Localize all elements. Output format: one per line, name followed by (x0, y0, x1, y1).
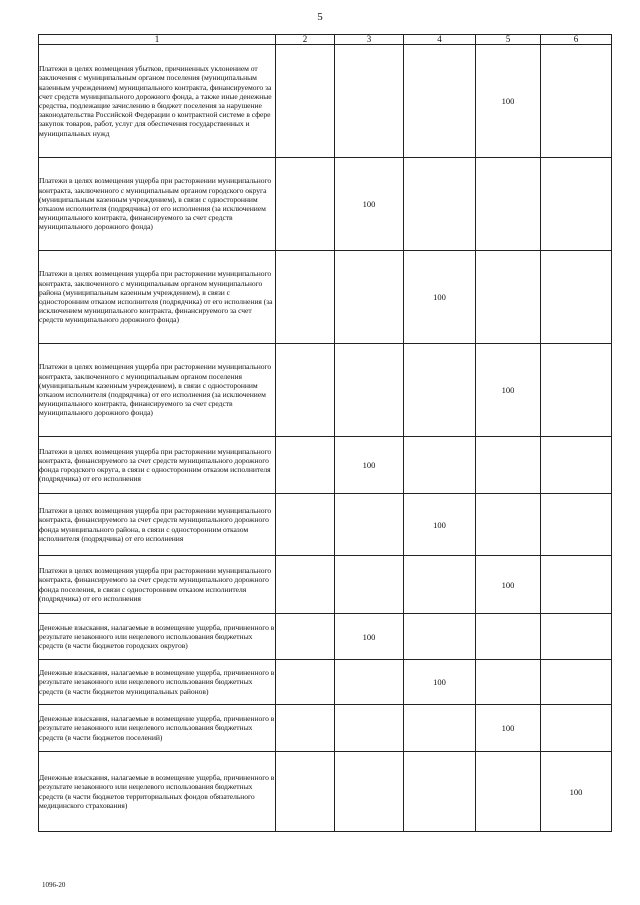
cell-col4: 100 (404, 494, 476, 556)
cell-col3 (335, 752, 404, 832)
row-description: Платежи в целях возмещения ущерба при расторжении муниципального контракта, заключенного с муниципальным органом муниципального района (муниципальным казенным учреждением), в связи с односторонним отказом исполнителя (подрядчика) от его исполнения (за исключением муниципального контракта, финансируемого за счет средств муниципального дорожного фонда) (39, 251, 276, 344)
cell-col2 (276, 705, 335, 752)
cell-col5: 100 (476, 45, 541, 158)
table-row (39, 344, 612, 437)
cell-col3 (335, 45, 404, 158)
cell-col2 (276, 556, 335, 614)
cell-col6 (541, 705, 612, 752)
row-description: Денежные взыскания, налагаемые в возмещение ущерба, причиненного в результате незаконного или нецелевого использования бюджетных средств (в части бюджетов поселений) (39, 705, 276, 752)
cell-col2 (276, 752, 335, 832)
cell-col6 (541, 344, 612, 437)
cell-col2 (276, 614, 335, 660)
cell-col5: 100 (476, 556, 541, 614)
column-header-1: 1 (39, 35, 276, 45)
cell-col2 (276, 344, 335, 437)
cell-col5 (476, 158, 541, 251)
table-row (39, 158, 612, 251)
cell-col6 (541, 660, 612, 705)
row-description: Денежные взыскания, налагаемые в возмещение ущерба, причиненного в результате незаконного или нецелевого использования бюджетных средств (в части бюджетов муниципальных районов) (39, 660, 276, 705)
cell-col3 (335, 251, 404, 344)
table-row (39, 752, 612, 832)
cell-col3: 100 (335, 614, 404, 660)
cell-col6 (541, 45, 612, 158)
cell-col3 (335, 344, 404, 437)
cell-col2 (276, 45, 335, 158)
table-row (39, 660, 612, 705)
cell-col2 (276, 494, 335, 556)
cell-col2 (276, 158, 335, 251)
cell-col4 (404, 344, 476, 437)
table-row (39, 705, 612, 752)
cell-col6 (541, 614, 612, 660)
cell-col6: 100 (541, 752, 612, 832)
cell-col4 (404, 614, 476, 660)
cell-col3 (335, 660, 404, 705)
row-description: Платежи в целях возмещения ущерба при расторжении муниципального контракта, финансируемого за счет средств муниципального дорожного фонда городского округа, в связи с односторонним отказом исполнителя (подрядчика) от его исполнения (39, 437, 276, 494)
cell-col4 (404, 437, 476, 494)
column-header-3: 3 (335, 35, 404, 45)
column-header-2: 2 (276, 35, 335, 45)
cell-col4 (404, 158, 476, 251)
row-description: Платежи в целях возмещения ущерба при расторжении муниципального контракта, заключенного с муниципальным органом городского округа (муниципальным казенным учреждением), в связи с односторонним отказом исполнителя (подрядчика) от его исполнения (за исключением муниципального контракта, финансируемого за счет средств муниципального дорожного фонда) (39, 158, 276, 251)
column-header-5: 5 (476, 35, 541, 45)
table-header-row (39, 35, 612, 45)
table-row (39, 45, 612, 158)
cell-col5: 100 (476, 344, 541, 437)
column-header-4: 4 (404, 35, 476, 45)
table-row (39, 251, 612, 344)
cell-col6 (541, 158, 612, 251)
row-description: Платежи в целях возмещения ущерба при расторжении муниципального контракта, финансируемого за счет средств муниципального дорожного фонда поселения, в связи с односторонним отказом исполнителя (подрядчика) от его исполнения (39, 556, 276, 614)
row-description: Платежи в целях возмещения ущерба при расторжении муниципального контракта, финансируемого за счет средств муниципального дорожного фонда муниципального района, в связи с односторонним отказом исполнителя (подрядчика) от его исполнения (39, 494, 276, 556)
page-number: 5 (317, 11, 323, 23)
row-description: Денежные взыскания, налагаемые в возмещение ущерба, причиненного в результате незаконного или нецелевого использования бюджетных средств (в части бюджетов территориальных фондов обязательного медицинского страхования) (39, 752, 276, 832)
cell-col6 (541, 494, 612, 556)
cell-col4 (404, 705, 476, 752)
cell-col6 (541, 251, 612, 344)
cell-col3: 100 (335, 437, 404, 494)
table-row (39, 614, 612, 660)
cell-col5 (476, 251, 541, 344)
cell-col5 (476, 660, 541, 705)
row-description: Платежи в целях возмещения убытков, причиненных уклонением от заключения с муниципальным органом поселения (муниципальным казенным учреждением) муниципального контракта, финансируемого за счет средств муниципального дорожного фонда, а также иные денежные средства, подлежащие зачислению в бюджет поселения за нарушение законодательства Российской Федерации о контрактной системе в сфере закупок товаров, работ, услуг для обеспечения государственных и муниципальных нужд (39, 45, 276, 158)
cell-col6 (541, 556, 612, 614)
cell-col6 (541, 437, 612, 494)
cell-col2 (276, 660, 335, 705)
table-row (39, 437, 612, 494)
cell-col2 (276, 251, 335, 344)
table-row (39, 494, 612, 556)
cell-col4 (404, 752, 476, 832)
cell-col4 (404, 556, 476, 614)
cell-col4 (404, 45, 476, 158)
cell-col4: 100 (404, 251, 476, 344)
cell-col5 (476, 752, 541, 832)
cell-col5 (476, 614, 541, 660)
document-code: 1096-20 (42, 881, 66, 889)
cell-col5: 100 (476, 705, 541, 752)
cell-col5 (476, 494, 541, 556)
table-row (39, 556, 612, 614)
column-header-6: 6 (541, 35, 612, 45)
cell-col5 (476, 437, 541, 494)
cell-col3 (335, 556, 404, 614)
cell-col3: 100 (335, 158, 404, 251)
row-description: Платежи в целях возмещения ущерба при расторжении муниципального контракта, заключенного с муниципальным органом поселения (муниципальным казенным учреждением), в связи с односторонним отказом исполнителя (подрядчика) от его исполнения (за исключением муниципального контракта, финансируемого за счет средств муниципального дорожного фонда) (39, 344, 276, 437)
cell-col2 (276, 437, 335, 494)
cell-col4: 100 (404, 660, 476, 705)
cell-col3 (335, 705, 404, 752)
row-description: Денежные взыскания, налагаемые в возмещение ущерба, причиненного в результате незаконного или нецелевого использования бюджетных средств (в части бюджетов городских округов) (39, 614, 276, 660)
cell-col3 (335, 494, 404, 556)
budget-allocation-table (38, 34, 612, 832)
